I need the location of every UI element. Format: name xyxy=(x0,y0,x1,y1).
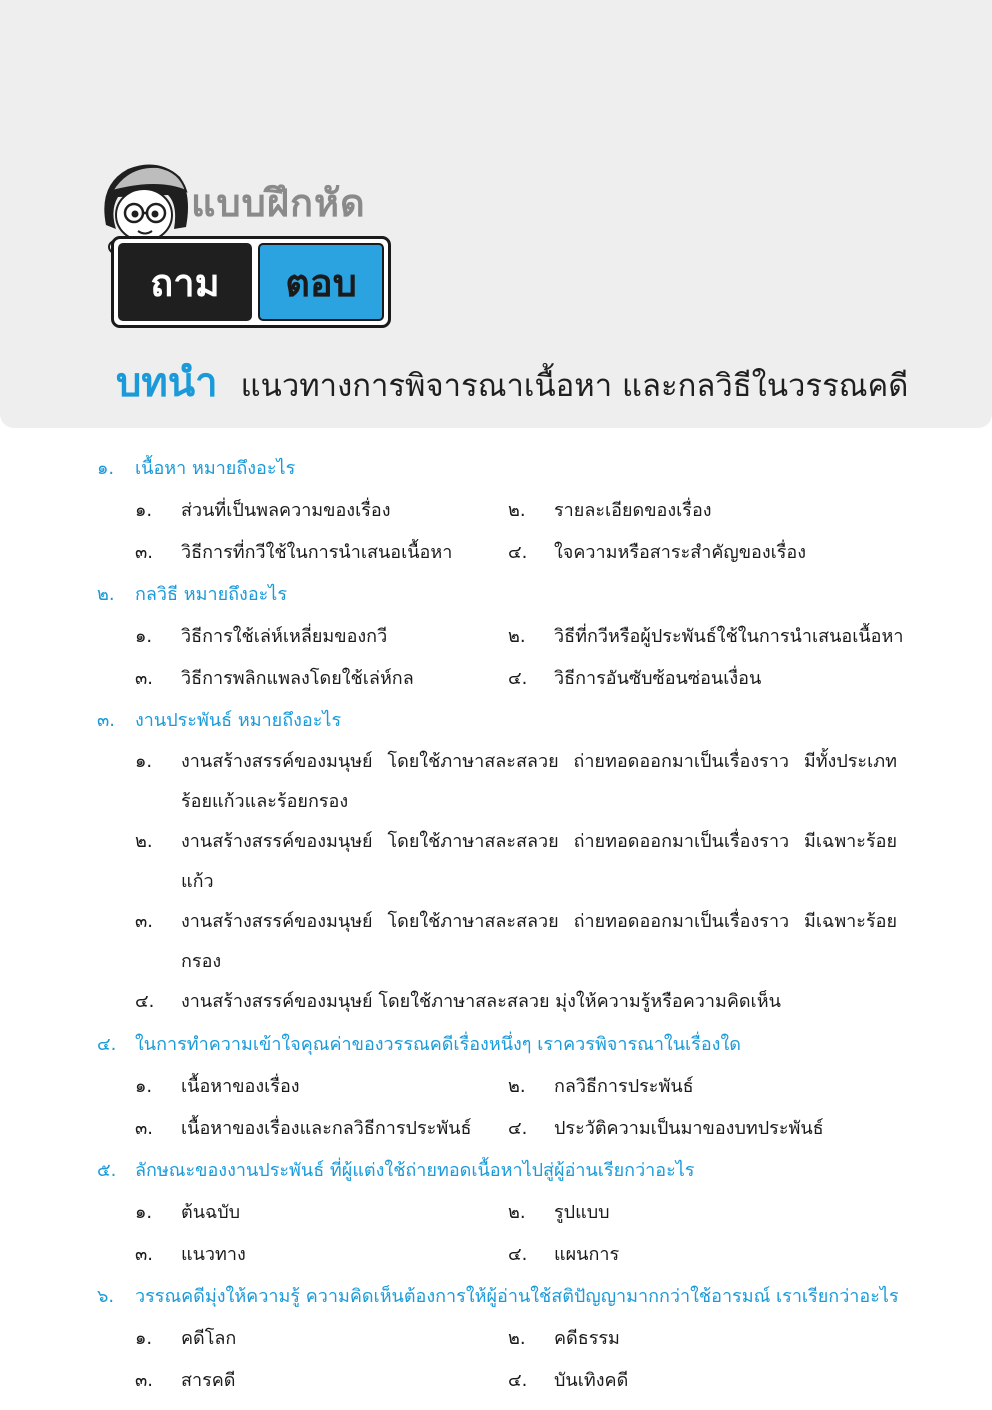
option-text: ต้นฉบับ xyxy=(181,1202,241,1223)
option-number: ๓. xyxy=(135,668,154,689)
question-number: ๔. xyxy=(97,1034,117,1055)
option-row xyxy=(0,532,992,574)
option-number: ๑. xyxy=(135,1328,153,1349)
option-text: วิธีการที่กวีใช้ในการนำเสนอเนื้อหา xyxy=(181,542,453,563)
question-number: ๓. xyxy=(97,710,116,731)
option-text: งานสร้างสรรค์ของมนุษย์ โดยใช้ภาษาสละสลวย ถ่ายทอดออกมาเป็นเรื่องราว มีเฉพาะร้อยกรอง xyxy=(181,911,897,972)
option-item xyxy=(0,902,992,982)
option-number: ๓. xyxy=(135,542,154,563)
option-item xyxy=(0,742,992,822)
chapter-label: บทนำ xyxy=(116,360,218,406)
question-text: กลวิธี หมายถึงอะไร xyxy=(135,584,288,605)
question-item xyxy=(0,574,992,700)
option-number: ๑. xyxy=(135,500,153,521)
option-number: ๓. xyxy=(135,1244,154,1265)
option-number: ๑. xyxy=(135,1076,153,1097)
question-text-line xyxy=(0,1024,992,1066)
question-text: วรรณคดีมุ่งให้ความรู้ ความคิดเห็นต้องการให้ผู้อ่านใช้สติปัญญามากกว่าใช้อารมณ์ เราเรียกว่าอะไร xyxy=(135,1286,899,1307)
option-text: คดีโลก xyxy=(181,1328,237,1349)
option-number: ๔. xyxy=(508,542,528,563)
option-number: ๔. xyxy=(135,991,155,1012)
option-row xyxy=(0,1066,992,1108)
question-item xyxy=(0,1276,992,1402)
practice-label: แบบฝึกหัด xyxy=(191,181,366,225)
option-text: เนื้อหาของเรื่องและกลวิธีการประพันธ์ xyxy=(181,1118,472,1139)
option-number: ๒. xyxy=(135,831,153,852)
question-number: ๕. xyxy=(97,1160,117,1181)
option-text: สารคดี xyxy=(181,1370,236,1391)
option-number: ๓. xyxy=(135,911,154,932)
option-text: วิธีที่กวีหรือผู้ประพันธ์ใช้ในการนำเสนอเนื้อหา xyxy=(554,626,904,647)
question-item xyxy=(0,700,992,1024)
option-text: รูปแบบ xyxy=(554,1202,610,1223)
option-row xyxy=(0,1318,992,1360)
header-panel xyxy=(0,0,992,428)
option-text: บันเทิงคดี xyxy=(554,1370,629,1391)
question-text-line xyxy=(0,1150,992,1192)
chapter-title-row xyxy=(116,350,908,414)
option-number: ๒. xyxy=(508,1328,526,1349)
option-text: ส่วนที่เป็นพลความของเรื่อง xyxy=(181,500,391,521)
option-row xyxy=(0,1234,992,1276)
option-number: ๒. xyxy=(508,500,526,521)
question-text-line xyxy=(0,1276,992,1318)
option-number: ๔. xyxy=(508,1118,528,1139)
option-row xyxy=(0,1108,992,1150)
option-text: งานสร้างสรรค์ของมนุษย์ โดยใช้ภาษาสละสลวย ถ่ายทอดออกมาเป็นเรื่องราว มีทั้งประเภทร้อยแก้วและร้อยกรอง xyxy=(181,751,897,812)
option-number: ๑. xyxy=(135,751,153,772)
option-text: วิธีการพลิกแพลงโดยใช้เล่ห์กล xyxy=(181,668,414,689)
option-row xyxy=(0,1192,992,1234)
question-item xyxy=(0,448,992,574)
question-number: ๒. xyxy=(97,584,115,605)
chapter-title: แนวทางการพิจารณาเนื้อหา และกลวิธีในวรรณคดี xyxy=(240,368,909,404)
option-number: ๔. xyxy=(508,668,528,689)
question-text: ลักษณะของงานประพันธ์ ที่ผู้แต่งใช้ถ่ายทอดเนื้อหาไปสู่ผู้อ่านเรียกว่าอะไร xyxy=(135,1160,695,1181)
option-number: ๓. xyxy=(135,1370,154,1391)
option-text: ประวัติความเป็นมาของบทประพันธ์ xyxy=(554,1118,824,1139)
question-number: ๖. xyxy=(97,1286,115,1307)
option-number: ๑. xyxy=(135,1202,153,1223)
question-item xyxy=(0,1150,992,1276)
answer-panel: ตอบ xyxy=(258,243,384,321)
option-number: ๒. xyxy=(508,626,526,647)
option-number: ๓. xyxy=(135,1118,154,1139)
option-text: รายละเอียดของเรื่อง xyxy=(554,500,712,521)
option-item xyxy=(0,982,992,1024)
option-number: ๔. xyxy=(508,1244,528,1265)
qa-banner xyxy=(111,236,391,328)
question-text: งานประพันธ์ หมายถึงอะไร xyxy=(135,710,342,731)
option-text: งานสร้างสรรค์ของมนุษย์ โดยใช้ภาษาสละสลวย มุ่งให้ความรู้หรือความคิดเห็น xyxy=(181,991,781,1012)
option-text: เนื้อหาของเรื่อง xyxy=(181,1076,300,1097)
question-text-line xyxy=(0,700,992,742)
option-row xyxy=(0,616,992,658)
question-list xyxy=(0,448,992,1402)
option-row xyxy=(0,1360,992,1402)
option-number: ๒. xyxy=(508,1076,526,1097)
option-number: ๔. xyxy=(508,1370,528,1391)
option-text: งานสร้างสรรค์ของมนุษย์ โดยใช้ภาษาสละสลวย ถ่ายทอดออกมาเป็นเรื่องราว มีเฉพาะร้อยแก้ว xyxy=(181,831,897,892)
question-panel: ถาม xyxy=(118,243,252,321)
question-text-line xyxy=(0,448,992,490)
option-item xyxy=(0,822,992,902)
question-text-line xyxy=(0,574,992,616)
option-number: ๑. xyxy=(135,626,153,647)
option-row xyxy=(0,658,992,700)
option-text: แผนการ xyxy=(554,1244,620,1265)
option-text: ใจความหรือสาระสำคัญของเรื่อง xyxy=(554,542,807,563)
question-item xyxy=(0,1024,992,1150)
option-number: ๒. xyxy=(508,1202,526,1223)
option-text: กลวิธีการประพันธ์ xyxy=(554,1076,694,1097)
question-text: ในการทำความเข้าใจคุณค่าของวรรณคดีเรื่องหนึ่งๆ เราควรพิจารณาในเรื่องใด xyxy=(135,1034,741,1055)
option-text: คดีธรรม xyxy=(554,1328,620,1349)
option-text: วิธีการใช้เล่ห์เหลี่ยมของกวี xyxy=(181,626,388,647)
question-text: เนื้อหา หมายถึงอะไร xyxy=(135,458,296,479)
option-text: วิธีการอันซับซ้อนซ่อนเงื่อน xyxy=(554,668,762,689)
question-number: ๑. xyxy=(97,458,115,479)
option-text: แนวทาง xyxy=(181,1244,246,1265)
option-row xyxy=(0,490,992,532)
